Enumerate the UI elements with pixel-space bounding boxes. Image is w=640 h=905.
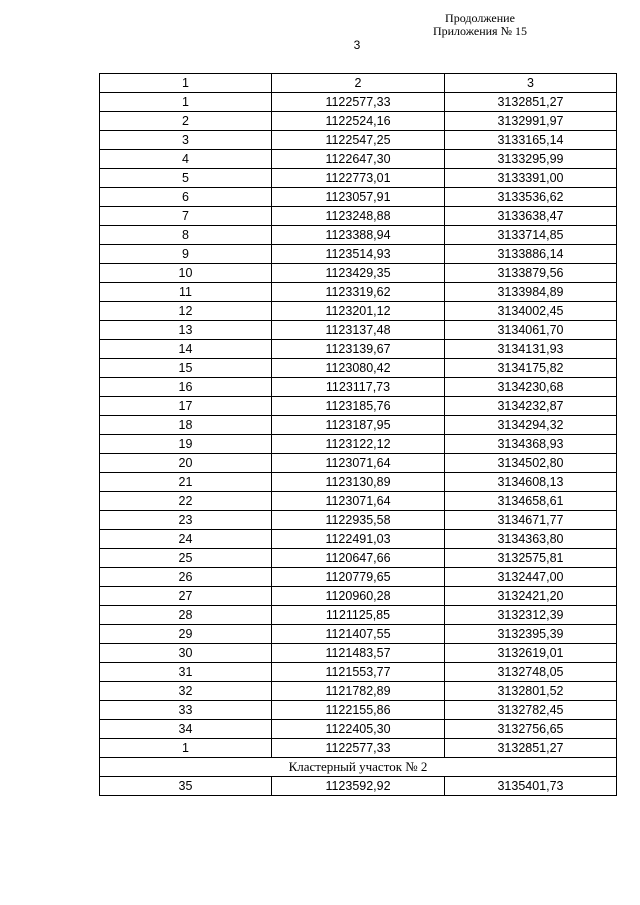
x-coordinate-cell: 1123130,89 — [272, 473, 445, 492]
table-row — [100, 777, 617, 796]
point-number-cell: 13 — [100, 321, 272, 340]
y-coordinate-cell: 3133879,56 — [445, 264, 617, 283]
point-number-cell: 10 — [100, 264, 272, 283]
x-coordinate-cell: 1123139,67 — [272, 340, 445, 359]
table-row — [100, 207, 617, 226]
x-coordinate-cell: 1121125,85 — [272, 606, 445, 625]
y-coordinate-cell: 3132575,81 — [445, 549, 617, 568]
coordinates-table-body — [100, 74, 617, 796]
table-row — [100, 359, 617, 378]
table-row — [100, 454, 617, 473]
point-number-cell: 28 — [100, 606, 272, 625]
table-row — [100, 93, 617, 112]
x-coordinate-cell: 1123388,94 — [272, 226, 445, 245]
table-row — [100, 321, 617, 340]
table-row — [100, 435, 617, 454]
x-coordinate-cell: 1123514,93 — [272, 245, 445, 264]
table-row — [100, 112, 617, 131]
table-row — [100, 302, 617, 321]
x-coordinate-cell: 1123592,92 — [272, 777, 445, 796]
y-coordinate-cell: 3134131,93 — [445, 340, 617, 359]
y-coordinate-cell: 3134502,80 — [445, 454, 617, 473]
y-coordinate-cell: 3134232,87 — [445, 397, 617, 416]
table-row — [100, 587, 617, 606]
table-row — [100, 511, 617, 530]
x-coordinate-cell: 1122491,03 — [272, 530, 445, 549]
x-coordinate-cell: 1123122,12 — [272, 435, 445, 454]
table-row — [100, 245, 617, 264]
point-number-cell: 16 — [100, 378, 272, 397]
table-row — [100, 663, 617, 682]
y-coordinate-cell: 3133638,47 — [445, 207, 617, 226]
column-header: 3 — [445, 74, 617, 93]
header-appendix-title: Приложения № 15 — [432, 24, 528, 38]
x-coordinate-cell: 1122935,58 — [272, 511, 445, 530]
point-number-cell: 25 — [100, 549, 272, 568]
table-row — [100, 150, 617, 169]
page-number: 3 — [353, 38, 361, 52]
table-row — [100, 169, 617, 188]
point-number-cell: 14 — [100, 340, 272, 359]
coordinates-table — [99, 73, 617, 796]
column-header: 1 — [100, 74, 272, 93]
point-number-cell: 22 — [100, 492, 272, 511]
point-number-cell: 18 — [100, 416, 272, 435]
column-header: 2 — [272, 74, 445, 93]
y-coordinate-cell: 3132312,39 — [445, 606, 617, 625]
x-coordinate-cell: 1120647,66 — [272, 549, 445, 568]
table-header-row — [100, 74, 617, 93]
x-coordinate-cell: 1123319,62 — [272, 283, 445, 302]
y-coordinate-cell: 3133295,99 — [445, 150, 617, 169]
x-coordinate-cell: 1122647,30 — [272, 150, 445, 169]
y-coordinate-cell: 3132851,27 — [445, 739, 617, 758]
point-number-cell: 24 — [100, 530, 272, 549]
point-number-cell: 5 — [100, 169, 272, 188]
point-number-cell: 6 — [100, 188, 272, 207]
point-number-cell: 1 — [100, 739, 272, 758]
y-coordinate-cell: 3132748,05 — [445, 663, 617, 682]
point-number-cell: 29 — [100, 625, 272, 644]
table-row — [100, 549, 617, 568]
table-row — [100, 283, 617, 302]
section-title: Кластерный участок № 2 — [100, 758, 617, 777]
y-coordinate-cell: 3133165,14 — [445, 131, 617, 150]
y-coordinate-cell: 3134608,13 — [445, 473, 617, 492]
x-coordinate-cell: 1123071,64 — [272, 492, 445, 511]
header-continuation: Продолжение — [445, 11, 515, 25]
y-coordinate-cell: 3132851,27 — [445, 93, 617, 112]
table-row — [100, 644, 617, 663]
x-coordinate-cell: 1122524,16 — [272, 112, 445, 131]
y-coordinate-cell: 3132421,20 — [445, 587, 617, 606]
y-coordinate-cell: 3133536,62 — [445, 188, 617, 207]
x-coordinate-cell: 1123201,12 — [272, 302, 445, 321]
x-coordinate-cell: 1120779,65 — [272, 568, 445, 587]
point-number-cell: 1 — [100, 93, 272, 112]
table-row — [100, 492, 617, 511]
point-number-cell: 21 — [100, 473, 272, 492]
x-coordinate-cell: 1122773,01 — [272, 169, 445, 188]
table-row — [100, 416, 617, 435]
table-row — [100, 264, 617, 283]
y-coordinate-cell: 3132447,00 — [445, 568, 617, 587]
y-coordinate-cell: 3132782,45 — [445, 701, 617, 720]
point-number-cell: 20 — [100, 454, 272, 473]
y-coordinate-cell: 3133886,14 — [445, 245, 617, 264]
x-coordinate-cell: 1121483,57 — [272, 644, 445, 663]
x-coordinate-cell: 1123080,42 — [272, 359, 445, 378]
x-coordinate-cell: 1123187,95 — [272, 416, 445, 435]
y-coordinate-cell: 3132991,97 — [445, 112, 617, 131]
y-coordinate-cell: 3135401,73 — [445, 777, 617, 796]
table-row — [100, 340, 617, 359]
table-row — [100, 378, 617, 397]
point-number-cell: 34 — [100, 720, 272, 739]
point-number-cell: 26 — [100, 568, 272, 587]
table-row — [100, 625, 617, 644]
point-number-cell: 11 — [100, 283, 272, 302]
point-number-cell: 9 — [100, 245, 272, 264]
point-number-cell: 3 — [100, 131, 272, 150]
section-row — [100, 758, 617, 777]
y-coordinate-cell: 3132756,65 — [445, 720, 617, 739]
x-coordinate-cell: 1120960,28 — [272, 587, 445, 606]
x-coordinate-cell: 1123185,76 — [272, 397, 445, 416]
y-coordinate-cell: 3134294,32 — [445, 416, 617, 435]
table-row — [100, 397, 617, 416]
x-coordinate-cell: 1122155,86 — [272, 701, 445, 720]
x-coordinate-cell: 1121553,77 — [272, 663, 445, 682]
y-coordinate-cell: 3132801,52 — [445, 682, 617, 701]
table-row — [100, 739, 617, 758]
x-coordinate-cell: 1122577,33 — [272, 739, 445, 758]
x-coordinate-cell: 1121407,55 — [272, 625, 445, 644]
x-coordinate-cell: 1123248,88 — [272, 207, 445, 226]
table-row — [100, 226, 617, 245]
point-number-cell: 23 — [100, 511, 272, 530]
x-coordinate-cell: 1121782,89 — [272, 682, 445, 701]
table-row — [100, 188, 617, 207]
x-coordinate-cell: 1123429,35 — [272, 264, 445, 283]
point-number-cell: 17 — [100, 397, 272, 416]
y-coordinate-cell: 3134061,70 — [445, 321, 617, 340]
table-row — [100, 568, 617, 587]
table-row — [100, 701, 617, 720]
point-number-cell: 33 — [100, 701, 272, 720]
y-coordinate-cell: 3134230,68 — [445, 378, 617, 397]
table-row — [100, 720, 617, 739]
point-number-cell: 30 — [100, 644, 272, 663]
x-coordinate-cell: 1122547,25 — [272, 131, 445, 150]
x-coordinate-cell: 1123137,48 — [272, 321, 445, 340]
table-row — [100, 530, 617, 549]
y-coordinate-cell: 3133391,00 — [445, 169, 617, 188]
point-number-cell: 12 — [100, 302, 272, 321]
table-row — [100, 131, 617, 150]
x-coordinate-cell: 1122405,30 — [272, 720, 445, 739]
y-coordinate-cell: 3134002,45 — [445, 302, 617, 321]
y-coordinate-cell: 3134658,61 — [445, 492, 617, 511]
point-number-cell: 27 — [100, 587, 272, 606]
y-coordinate-cell: 3134175,82 — [445, 359, 617, 378]
x-coordinate-cell: 1122577,33 — [272, 93, 445, 112]
y-coordinate-cell: 3134671,77 — [445, 511, 617, 530]
y-coordinate-cell: 3133984,89 — [445, 283, 617, 302]
point-number-cell: 35 — [100, 777, 272, 796]
x-coordinate-cell: 1123057,91 — [272, 188, 445, 207]
y-coordinate-cell: 3134363,80 — [445, 530, 617, 549]
table-row — [100, 682, 617, 701]
point-number-cell: 15 — [100, 359, 272, 378]
x-coordinate-cell: 1123117,73 — [272, 378, 445, 397]
y-coordinate-cell: 3132395,39 — [445, 625, 617, 644]
table-row — [100, 473, 617, 492]
point-number-cell: 2 — [100, 112, 272, 131]
appendix-header — [390, 12, 570, 38]
y-coordinate-cell: 3132619,01 — [445, 644, 617, 663]
point-number-cell: 4 — [100, 150, 272, 169]
x-coordinate-cell: 1123071,64 — [272, 454, 445, 473]
point-number-cell: 8 — [100, 226, 272, 245]
y-coordinate-cell: 3134368,93 — [445, 435, 617, 454]
table-row — [100, 606, 617, 625]
point-number-cell: 19 — [100, 435, 272, 454]
point-number-cell: 7 — [100, 207, 272, 226]
y-coordinate-cell: 3133714,85 — [445, 226, 617, 245]
point-number-cell: 32 — [100, 682, 272, 701]
point-number-cell: 31 — [100, 663, 272, 682]
